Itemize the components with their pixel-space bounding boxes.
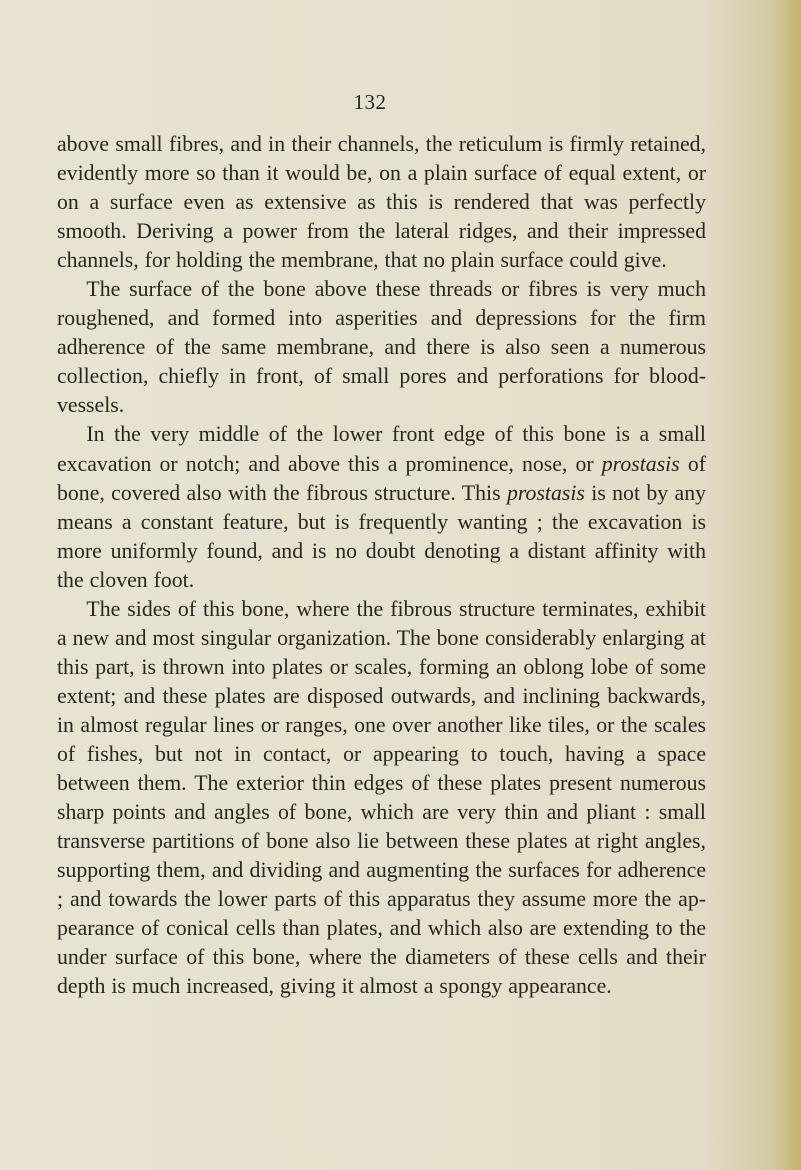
paragraph-2 <box>57 275 706 420</box>
text-segment: above small fibres, and in their channels, the reticulum is firmly retained, evidently more so than it would be, on a plain surface of equal extent, or on a surface even as extensive as this is rendered that was perfectly smooth. Deriving a power from the lateral ridges, and their impressed channels, for holding the membrane, that no plain surface could give. <box>57 132 706 273</box>
paragraph-4 <box>57 595 706 1002</box>
italic-term-prostasis: prostasis <box>506 480 585 505</box>
page-edge-shade <box>779 0 801 1170</box>
italic-term-prostasis: prostasis <box>601 451 680 476</box>
body-text <box>57 130 706 1001</box>
text-segment: of bone, covered also with the fibrous structure. This <box>57 451 706 505</box>
text-segment: The surface of the bone above these threads or fibres is very much roughened, and formed into asperities and depressions for the firm adherence of the same membrane, and there is also seen a numerous collection, chiefly in front, of small pores and perforations for bloodvessels. <box>57 277 706 418</box>
paragraph-3 <box>57 420 706 594</box>
text-segment: In the very middle of the lower front edge of this bone is a small excavation or notch; and above this a prominence, nose, or <box>57 422 706 476</box>
paragraph-1 <box>57 130 706 275</box>
page-number: 132 <box>353 90 387 114</box>
text-segment: is not by any means a constant feature, but is frequently wanting ; the excavation is more uniformly found, and is no doubt denoting a distant affinity with the cloven foot. <box>57 480 706 592</box>
text-segment: The sides of this bone, where the fibrous structure terminates, exhibit a new and most singular organization. The bone considerably enlarging at this part, is thrown into plates or scales, forming an oblong lobe of some extent; and these plates are disposed outwards, and inclining backwards, in almost regular lines or ranges, one over another like tiles, or the scales of fishes, but not in contact, or appearing to touch, having a space between them. The exterior thin edges of these plates present numerous sharp points and angles of bone, which are very thin and pliant : small transverse partitions of bone also lie between these plates at right angles, supporting them, and dividing and augmenting the surfaces for adherence ; and towards the lower parts of this apparatus they assume more the appearance of conical cells than plates, and which also are extending to the under surface of this bone, where the diameters of these cells and their depth is much increased, giving it almost a spongy appearance. <box>57 596 706 999</box>
